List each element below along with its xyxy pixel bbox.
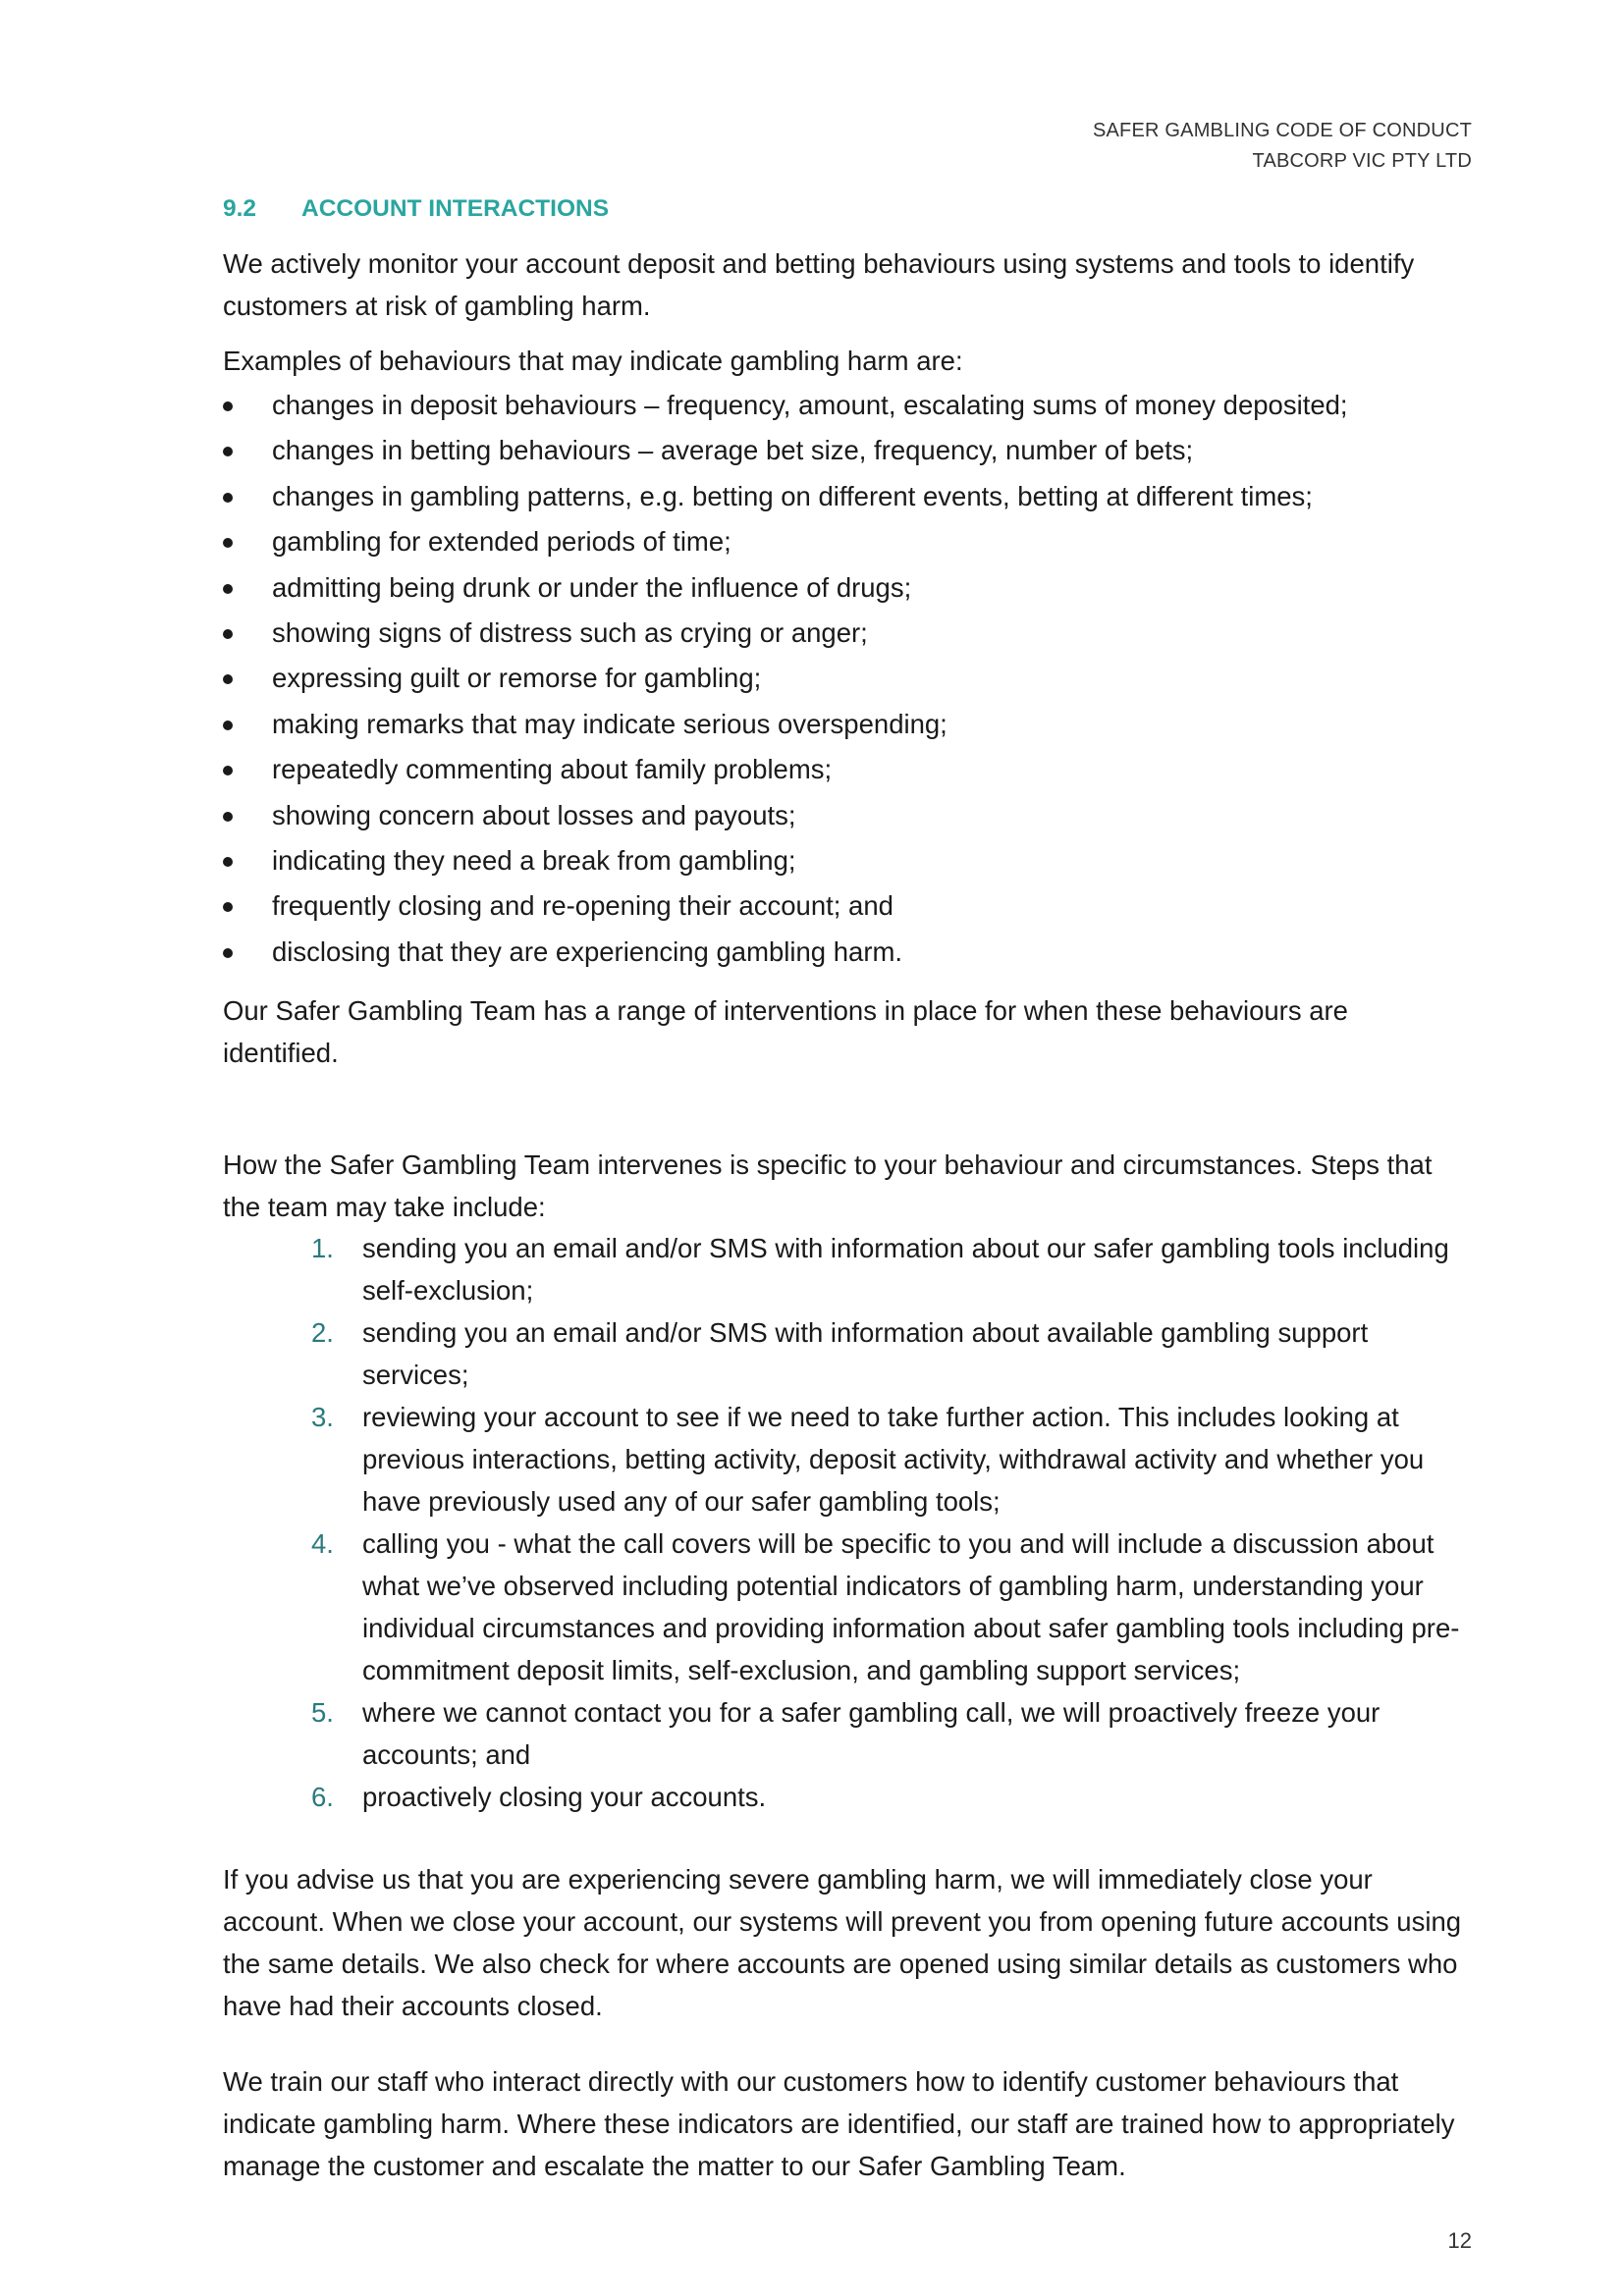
list-number: 6. (311, 1782, 334, 1812)
list-item: disclosing that they are experiencing gambling harm. (223, 931, 1348, 976)
page-header (1093, 116, 1472, 177)
bullet-icon (223, 584, 233, 594)
list-item: 3. reviewing your account to see if we need to take further action. This includes looking at previous interactions, betting activity, deposit activity, withdrawal activity and whether you have previously used any of our safer gambling tools; (311, 1396, 1462, 1522)
bullet-icon (223, 721, 233, 730)
bullet-icon (223, 948, 233, 958)
section-heading (223, 195, 609, 223)
list-item: indicating they need a break from gambling; (223, 839, 1348, 884)
bullet-icon (223, 493, 233, 503)
intervention-paragraph: How the Safer Gambling Team intervenes is specific to your behaviour and circumstances. Steps that the team may take include: (223, 1149, 1433, 1222)
bullet-icon (223, 857, 233, 867)
list-item: repeatedly commenting about family problems; (223, 748, 1348, 793)
section-title: ACCOUNT INTERACTIONS (301, 195, 610, 222)
list-item: 5. where we cannot contact you for a safer gambling call, we will proactively freeze your accounts; and (311, 1691, 1462, 1776)
list-item: showing concern about losses and payouts; (223, 794, 1348, 839)
examples-lead: Examples of behaviours that may indicate gambling harm are: (223, 346, 963, 376)
list-number: 4. (311, 1528, 334, 1559)
bullet-icon (223, 538, 233, 548)
bullet-icon (223, 902, 233, 912)
list-item: changes in deposit behaviours – frequency, amount, escalating sums of money deposited; (223, 384, 1348, 429)
closure-paragraph: If you advise us that you are experiencing severe gambling harm, we will immediately close your account. When we close your account, our systems will prevent you from opening future accounts using the same details. We also check for where accounts are opened using similar details as customers who have had their accounts closed. (223, 1864, 1462, 2021)
list-item: 1. sending you an email and/or SMS with information about our safer gambling tools including self-exclusion; (311, 1227, 1462, 1311)
list-number: 1. (311, 1233, 334, 1263)
list-item: showing signs of distress such as crying or anger; (223, 612, 1348, 657)
list-item: 2. sending you an email and/or SMS with information about available gambling support services; (311, 1311, 1462, 1396)
list-item: 6. proactively closing your accounts. (311, 1776, 1462, 1818)
bullet-icon (223, 674, 233, 684)
team-paragraph: Our Safer Gambling Team has a range of interventions in place for when these behaviours are identified. (223, 995, 1348, 1068)
section-number: 9.2 (223, 195, 257, 222)
bullet-icon (223, 447, 233, 456)
page-number: 12 (1447, 2228, 1472, 2253)
list-number: 3. (311, 1402, 334, 1432)
behaviour-list (223, 384, 1348, 976)
steps-list (311, 1227, 1462, 1818)
list-item: admitting being drunk or under the influence of drugs; (223, 566, 1348, 612)
header-title: SAFER GAMBLING CODE OF CONDUCT (1092, 120, 1472, 141)
list-item: changes in gambling patterns, e.g. betting on different events, betting at different times; (223, 475, 1348, 520)
list-item: gambling for extended periods of time; (223, 520, 1348, 565)
list-number: 5. (311, 1697, 334, 1728)
bullet-icon (223, 766, 233, 775)
bullet-icon (223, 812, 233, 822)
list-item: changes in betting behaviours – average bet size, frequency, number of bets; (223, 429, 1348, 474)
intro-paragraph: We actively monitor your account deposit and betting behaviours using systems and tools to identify customers at risk of gambling harm. (223, 248, 1415, 321)
staff-training-paragraph: We train our staff who interact directly with our customers how to identify customer behaviours that indicate gambling harm. Where these indicators are identified, our staff are trained how to appropriately manage the customer and escalate the matter to our Safer Gambling Team. (223, 2066, 1455, 2181)
list-item: expressing guilt or remorse for gambling; (223, 657, 1348, 702)
list-number: 2. (311, 1317, 334, 1348)
header-company: TABCORP VIC PTY LTD (1252, 150, 1472, 172)
list-item: making remarks that may indicate serious overspending; (223, 703, 1348, 748)
bullet-icon (223, 629, 233, 639)
list-item: 4. calling you - what the call covers will be specific to you and will include a discussion about what we’ve observed including potential indicators of gambling harm, understanding your individual circumstances and providing information about safer gambling tools including pre-commitment deposit limits, self-exclusion, and gambling support services; (311, 1522, 1462, 1691)
bullet-icon (223, 401, 233, 411)
list-item: frequently closing and re-opening their account; and (223, 884, 1348, 930)
